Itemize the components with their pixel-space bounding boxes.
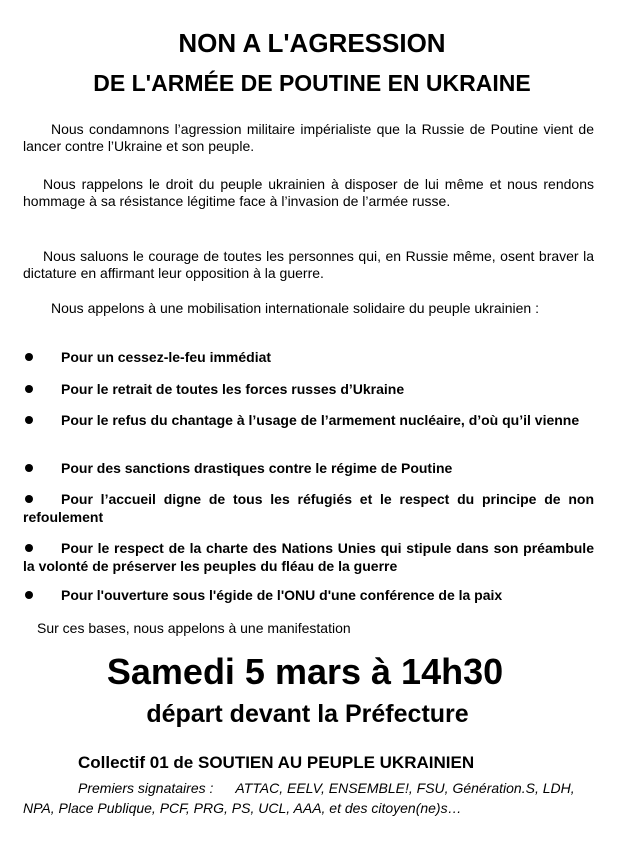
demand-item [23, 586, 594, 604]
bullet-dot-icon [25, 385, 33, 393]
demand-item [23, 380, 594, 398]
demand-item [23, 539, 594, 575]
bullet-dot-icon [25, 353, 33, 361]
demand-item [23, 348, 594, 366]
bullet-dot-icon [25, 544, 33, 552]
demand-text: Pour des sanctions drastiques contre le régime de Poutine [61, 460, 453, 476]
paragraph-condemnation: Nous condamnons l’agression militaire impérialiste que la Russie de Poutine vient de lancer contre l’Ukraine et son peuple. [23, 121, 594, 154]
title-line-2: DE L'ARMÉE DE POUTINE EN UKRAINE [93, 70, 531, 96]
collectif-name: Collectif 01 de SOUTIEN AU PEUPLE UKRAINIEN [78, 753, 475, 772]
paragraph-mobilisation-call: Nous appelons à une mobilisation internationale solidaire du peuple ukrainien : [51, 300, 539, 316]
demand-item [23, 411, 594, 429]
signatories-label: Premiers signataires : [78, 780, 214, 796]
demand-item [23, 459, 594, 477]
bullet-dot-icon [25, 464, 33, 472]
signatories-block [23, 778, 598, 818]
demand-text: Pour un cessez-le-feu immédiat [61, 349, 272, 365]
title-line-1: NON A L'AGRESSION [178, 28, 446, 58]
demand-text: Pour l'ouverture sous l'égide de l'ONU d'une conférence de la paix [61, 587, 503, 603]
event-place: départ devant la Préfecture [146, 700, 469, 728]
event-date: Samedi 5 mars à 14h30 [106, 651, 504, 692]
paragraph-right-of-people: Nous rappelons le droit du peuple ukrainien à disposer de lui même et nous rendons hommage à sa résistance légitime face à l’invasion de l’armée russe. [23, 176, 594, 209]
demand-text: Pour le respect de la charte des Nations Unies qui stipule dans son préambule la volonté de préserver les peuples du fléau de la guerre [23, 540, 594, 574]
bullet-dot-icon [25, 416, 33, 424]
paragraph-salute-courage: Nous saluons le courage de toutes les personnes qui, en Russie même, osent braver la dictature en affirmant leur opposition à la guerre. [23, 248, 594, 281]
bullet-dot-icon [25, 495, 33, 503]
signatories-names: ATTAC, EELV, ENSEMBLE!, FSU, Génération.S, LDH, NPA, Place Publique, PCF, PRG, PS, UCL, AAA, et des citoyen(ne)s… [23, 780, 575, 816]
demand-text: Pour l’accueil digne de tous les réfugiés et le respect du principe de non refoulement [23, 491, 594, 525]
closing-sentence: Sur ces bases, nous appelons à une manifestation [37, 620, 351, 636]
demand-text: Pour le refus du chantage à l’usage de l’armement nucléaire, d’où qu’il vienne [61, 412, 580, 428]
demand-text: Pour le retrait de toutes les forces russes d’Ukraine [61, 381, 405, 397]
bullet-dot-icon [25, 591, 33, 599]
demand-item [23, 490, 594, 526]
